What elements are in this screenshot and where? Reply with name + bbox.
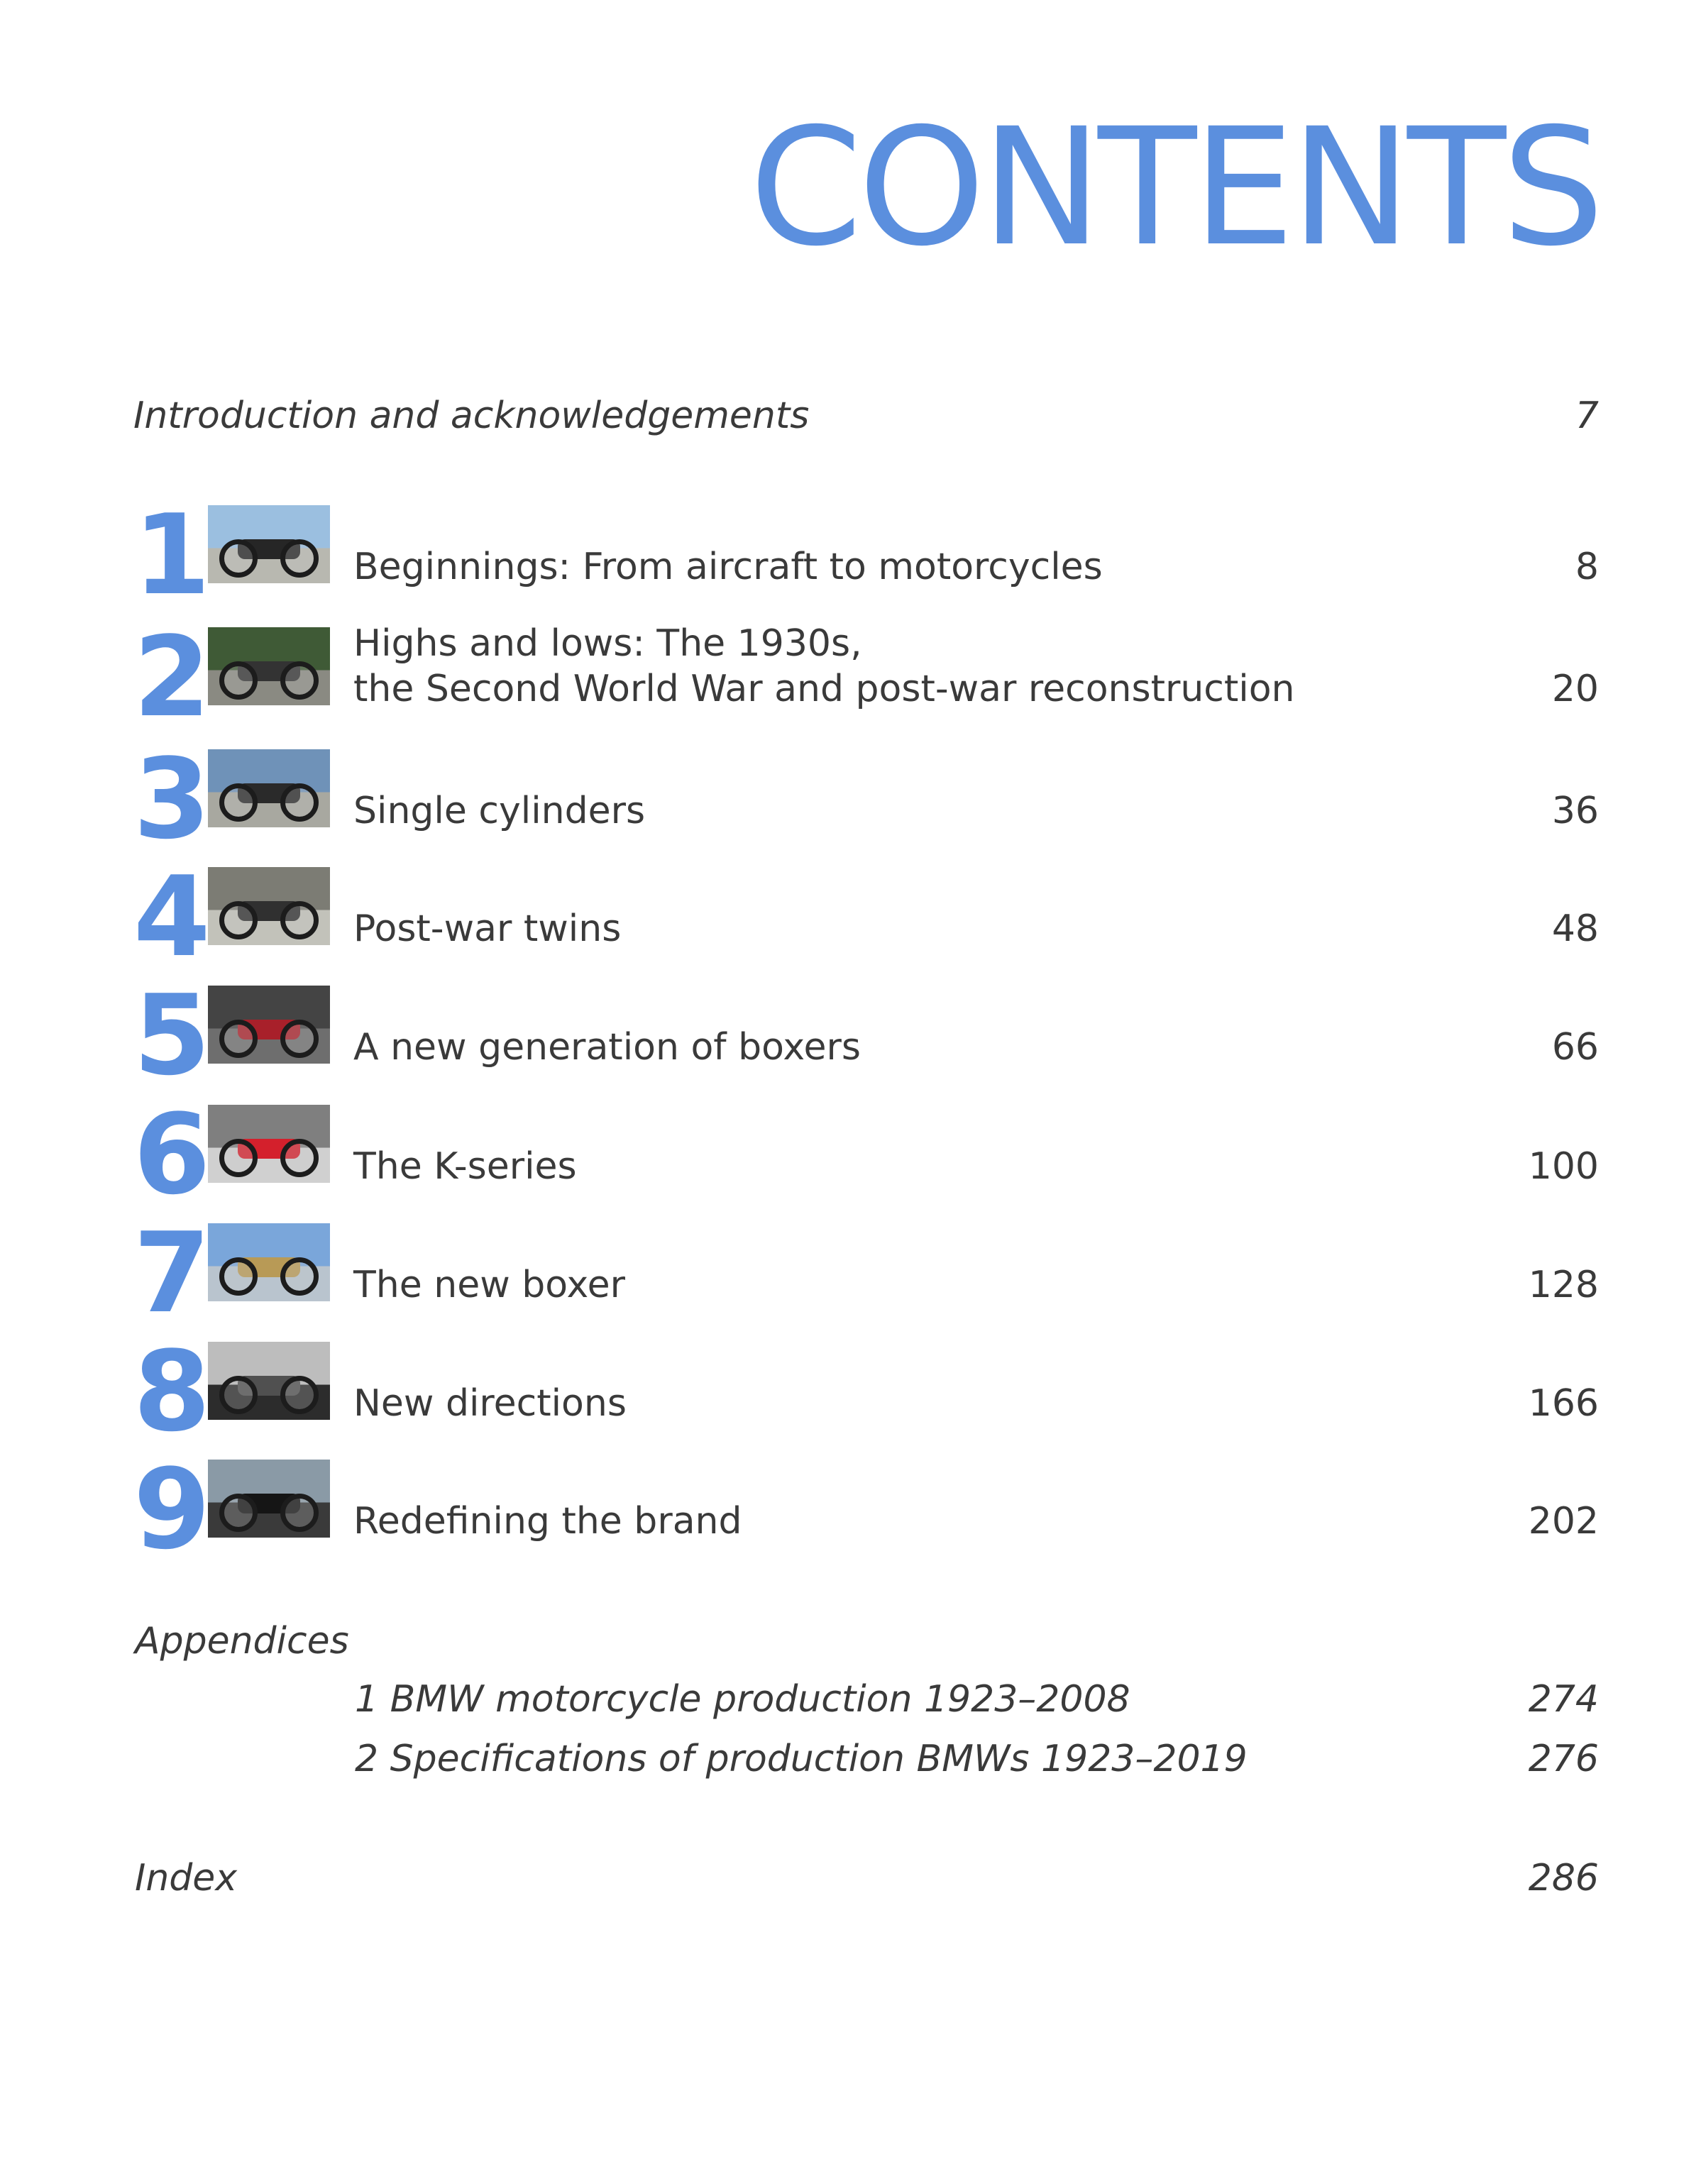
motorcycle-wheel-shape <box>219 1020 258 1058</box>
motorcycle-wheel-shape <box>280 1494 319 1532</box>
chapter-page-number: 48 <box>1551 908 1599 950</box>
motorcycle-wheel-shape <box>219 1139 258 1177</box>
toc-entry-index[interactable] <box>0 1856 1701 1906</box>
chapter-thumbnail-motorcycle-photo <box>208 867 330 945</box>
chapter-thumbnail-motorcycle-photo <box>208 986 330 1064</box>
toc-entry-chapter-7[interactable] <box>0 1208 1701 1338</box>
toc-entry-chapter-2[interactable] <box>0 612 1701 741</box>
motorcycle-wheel-shape <box>280 1020 319 1058</box>
chapter-thumbnail-motorcycle-photo <box>208 749 330 827</box>
motorcycle-wheel-shape <box>219 783 258 822</box>
toc-entry-label: 2 Specifications of production BMWs 1923–2019 <box>355 1738 1248 1780</box>
chapter-page-number: 20 <box>1551 668 1599 710</box>
chapter-title: Redefining the brand <box>353 1500 742 1543</box>
toc-entry-chapter-6[interactable] <box>0 1090 1701 1219</box>
chapter-title-line-1: Highs and lows: The 1930s, <box>353 622 862 665</box>
toc-entry-page: 274 <box>1528 1678 1599 1721</box>
chapter-page-number: 202 <box>1528 1500 1599 1543</box>
chapter-number: 2 <box>133 612 208 741</box>
toc-entry-appendix-1[interactable] <box>0 1677 1701 1727</box>
page-title: CONTENTS <box>749 93 1600 282</box>
chapter-page-number: 128 <box>1528 1264 1599 1306</box>
motorcycle-wheel-shape <box>280 661 319 700</box>
toc-section-appendices <box>0 1619 1701 1669</box>
chapter-page-number: 66 <box>1551 1026 1599 1069</box>
toc-entry-label: Index <box>135 1857 238 1899</box>
chapter-title: A new generation of boxers <box>353 1026 861 1069</box>
chapter-page-number: 8 <box>1575 546 1599 588</box>
chapter-number: 8 <box>133 1327 208 1456</box>
chapter-number: 9 <box>133 1445 208 1574</box>
motorcycle-wheel-shape <box>219 1257 258 1296</box>
chapter-thumbnail-motorcycle-photo <box>208 505 330 583</box>
chapter-number: 7 <box>133 1208 208 1338</box>
chapter-title: New directions <box>353 1382 627 1425</box>
chapter-number: 3 <box>133 734 208 864</box>
toc-entry-chapter-5[interactable] <box>0 971 1701 1100</box>
chapter-page-number: 36 <box>1551 790 1599 832</box>
chapter-thumbnail-motorcycle-photo <box>208 1105 330 1183</box>
motorcycle-wheel-shape <box>219 1494 258 1532</box>
motorcycle-wheel-shape <box>219 1376 258 1414</box>
chapter-title: The new boxer <box>353 1264 626 1306</box>
motorcycle-wheel-shape <box>219 539 258 578</box>
toc-entry-page: 7 <box>1575 395 1599 437</box>
chapter-number: 6 <box>133 1090 208 1219</box>
motorcycle-wheel-shape <box>219 901 258 939</box>
toc-entry-label: 1 BMW motorcycle production 1923–2008 <box>355 1678 1130 1721</box>
motorcycle-wheel-shape <box>280 1139 319 1177</box>
toc-entry-appendix-2[interactable] <box>0 1737 1701 1787</box>
motorcycle-wheel-shape <box>219 661 258 700</box>
chapter-number: 5 <box>133 971 208 1100</box>
chapter-title: Post-war twins <box>353 908 622 950</box>
chapter-number: 1 <box>133 490 208 619</box>
toc-entry-chapter-9[interactable] <box>0 1445 1701 1574</box>
toc-entry-chapter-4[interactable] <box>0 852 1701 981</box>
toc-entry-chapter-8[interactable] <box>0 1327 1701 1456</box>
chapter-title: Single cylinders <box>353 790 646 832</box>
chapter-title: Beginnings: From aircraft to motorcycles <box>353 546 1103 588</box>
toc-entry-page: 276 <box>1528 1738 1599 1780</box>
chapter-thumbnail-motorcycle-photo <box>208 1460 330 1538</box>
motorcycle-wheel-shape <box>280 539 319 578</box>
chapter-title: The K-series <box>353 1145 577 1188</box>
toc-entry-chapter-3[interactable] <box>0 734 1701 864</box>
motorcycle-wheel-shape <box>280 901 319 939</box>
chapter-page-number: 166 <box>1528 1382 1599 1425</box>
motorcycle-wheel-shape <box>280 1376 319 1414</box>
toc-entry-page: 286 <box>1528 1857 1599 1899</box>
chapter-thumbnail-motorcycle-photo <box>208 1223 330 1301</box>
motorcycle-wheel-shape <box>280 783 319 822</box>
toc-entry-chapter-1[interactable] <box>0 490 1701 619</box>
appendices-heading: Appendices <box>135 1620 349 1662</box>
chapter-title: the Second World War and post-war reconstruction <box>353 668 1295 710</box>
motorcycle-wheel-shape <box>280 1257 319 1296</box>
chapter-thumbnail-motorcycle-photo <box>208 627 330 705</box>
toc-entry-introduction[interactable] <box>0 394 1701 443</box>
chapter-number: 4 <box>133 852 208 981</box>
toc-entry-label: Introduction and acknowledgements <box>133 395 810 437</box>
chapter-page-number: 100 <box>1528 1145 1599 1188</box>
chapter-thumbnail-motorcycle-photo <box>208 1342 330 1420</box>
